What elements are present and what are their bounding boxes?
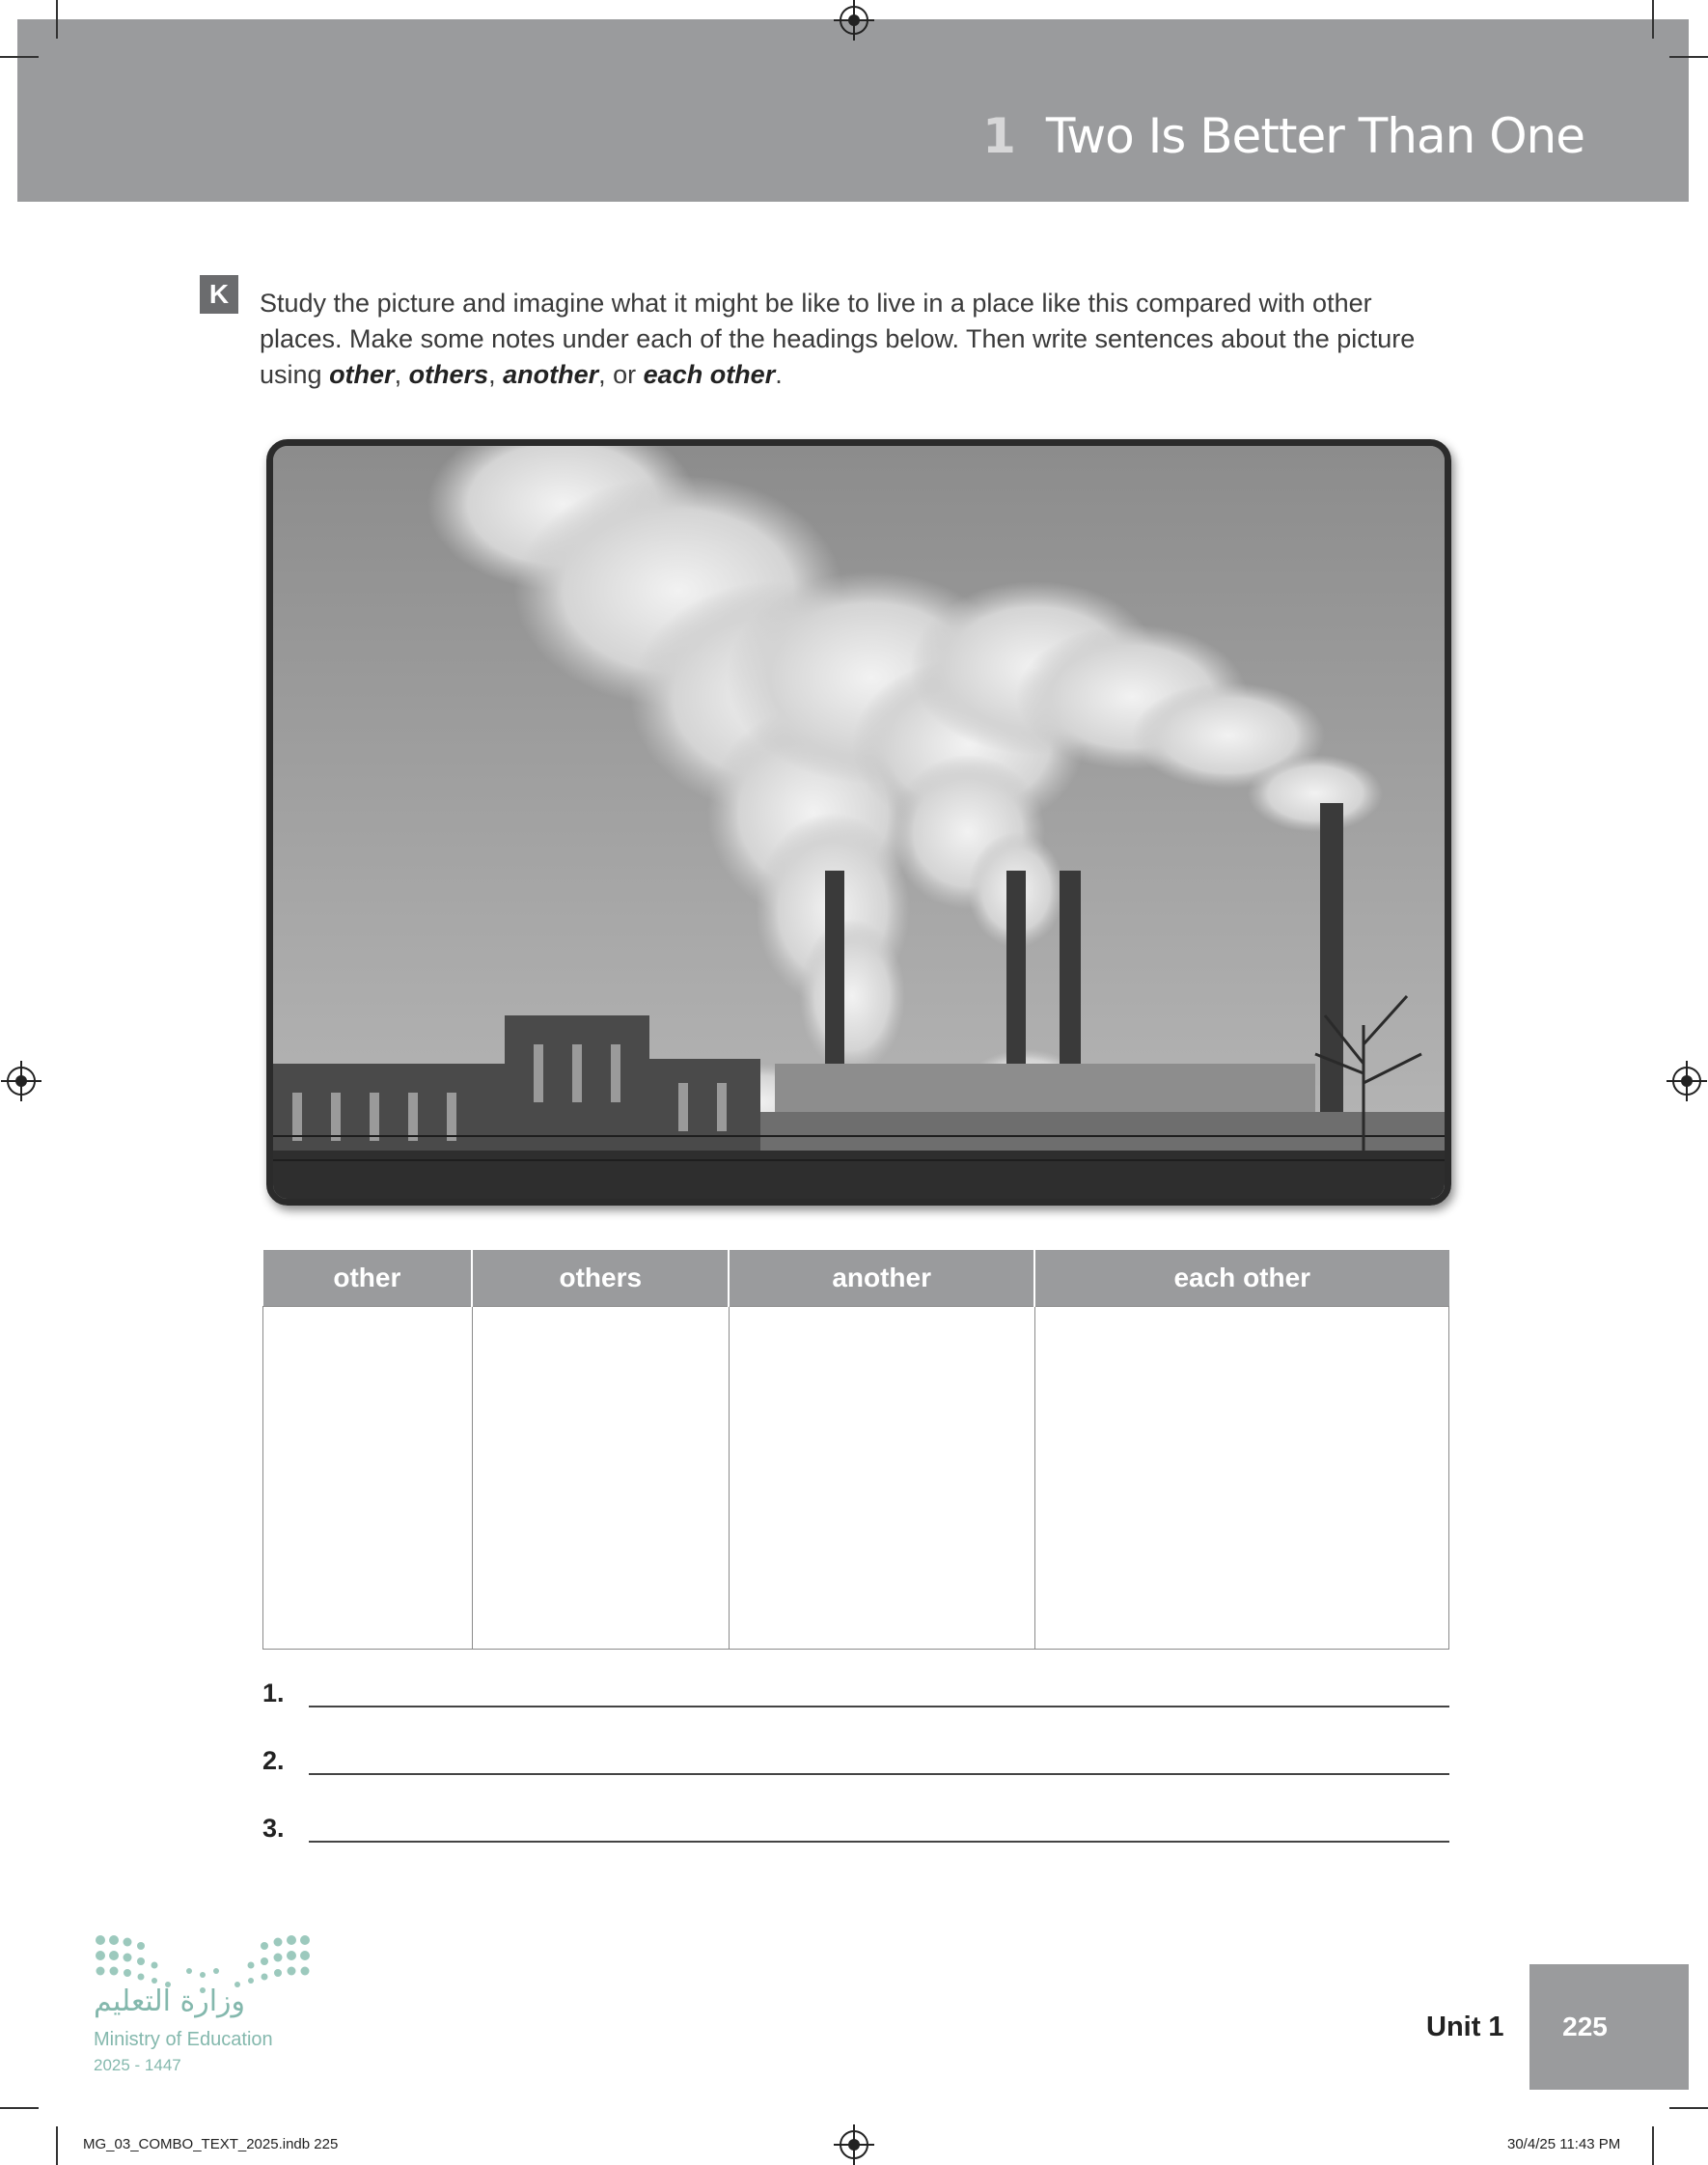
unit-title-text: Two Is Better Than One [1045,108,1584,164]
ministry-name-arabic: وزارة التعليم [94,1985,246,2018]
notes-table [262,1250,1449,1650]
instruction-text: Study the picture and imagine what it might be like to live in a place like this compared with other places. Make some notes under each of the headings below. Then write sentences about the picture using [260,289,1416,389]
column-header-others: others [472,1250,729,1307]
crop-mark [0,56,39,58]
print-slug-date: 30/4/25 11:43 PM [1507,2136,1621,2152]
keyword-another: another [503,360,599,389]
unit-label: Unit 1 [1426,2012,1504,2042]
notes-cell-each-other[interactable] [1034,1307,1448,1650]
crop-mark [56,0,58,39]
line-number: 2. [262,1746,285,1775]
factory-smokestacks-photo [266,439,1451,1206]
sentence-lines [262,1675,1449,1877]
keyword-others: others [408,360,489,389]
print-slug-file: MG_03_COMBO_TEXT_2025.indb 225 [83,2136,339,2152]
keyword-each-other: each other [643,360,776,389]
ministry-name-english: Ministry of Education [94,2029,273,2050]
column-header-other: other [263,1250,473,1307]
registration-mark-icon [1672,1067,1701,1096]
writing-rule[interactable] [309,1841,1449,1843]
instruction-comma: , [394,360,409,389]
sentence-line[interactable] [262,1675,1449,1742]
instruction-comma: , [488,360,504,389]
factory-illustration [273,446,1445,1199]
ministry-year: 2025 - 1447 [94,2056,181,2074]
notes-cell-other[interactable] [263,1307,473,1650]
page-number: 225 [1562,2012,1608,2041]
unit-title [982,108,1584,164]
line-number: 1. [262,1679,285,1707]
column-header-each-other: each other [1034,1250,1448,1307]
instruction-period: . [775,360,783,389]
crop-mark [1652,0,1654,39]
crop-mark [1652,2126,1654,2165]
registration-mark-icon [7,1067,36,1096]
unit-number: 1 [982,108,1015,164]
activity-letter-badge: K [200,275,238,314]
column-header-another: another [729,1250,1034,1307]
writing-rule[interactable] [309,1773,1449,1775]
keyword-other: other [329,360,395,389]
notes-cell-another[interactable] [729,1307,1034,1650]
crop-mark [0,2107,39,2109]
sentence-line[interactable] [262,1810,1449,1877]
notes-cell-others[interactable] [472,1307,729,1650]
crop-mark [1669,2107,1708,2109]
registration-mark-icon [840,6,868,35]
sentence-line[interactable] [262,1742,1449,1810]
writing-rule[interactable] [309,1706,1449,1707]
activity-instructions [260,286,1446,393]
ministry-logo-icon [93,1894,315,2048]
registration-mark-icon [840,2130,868,2159]
line-number: 3. [262,1814,285,1843]
crop-mark [1669,56,1708,58]
instruction-or: , or [598,360,644,389]
crop-mark [56,2126,58,2165]
